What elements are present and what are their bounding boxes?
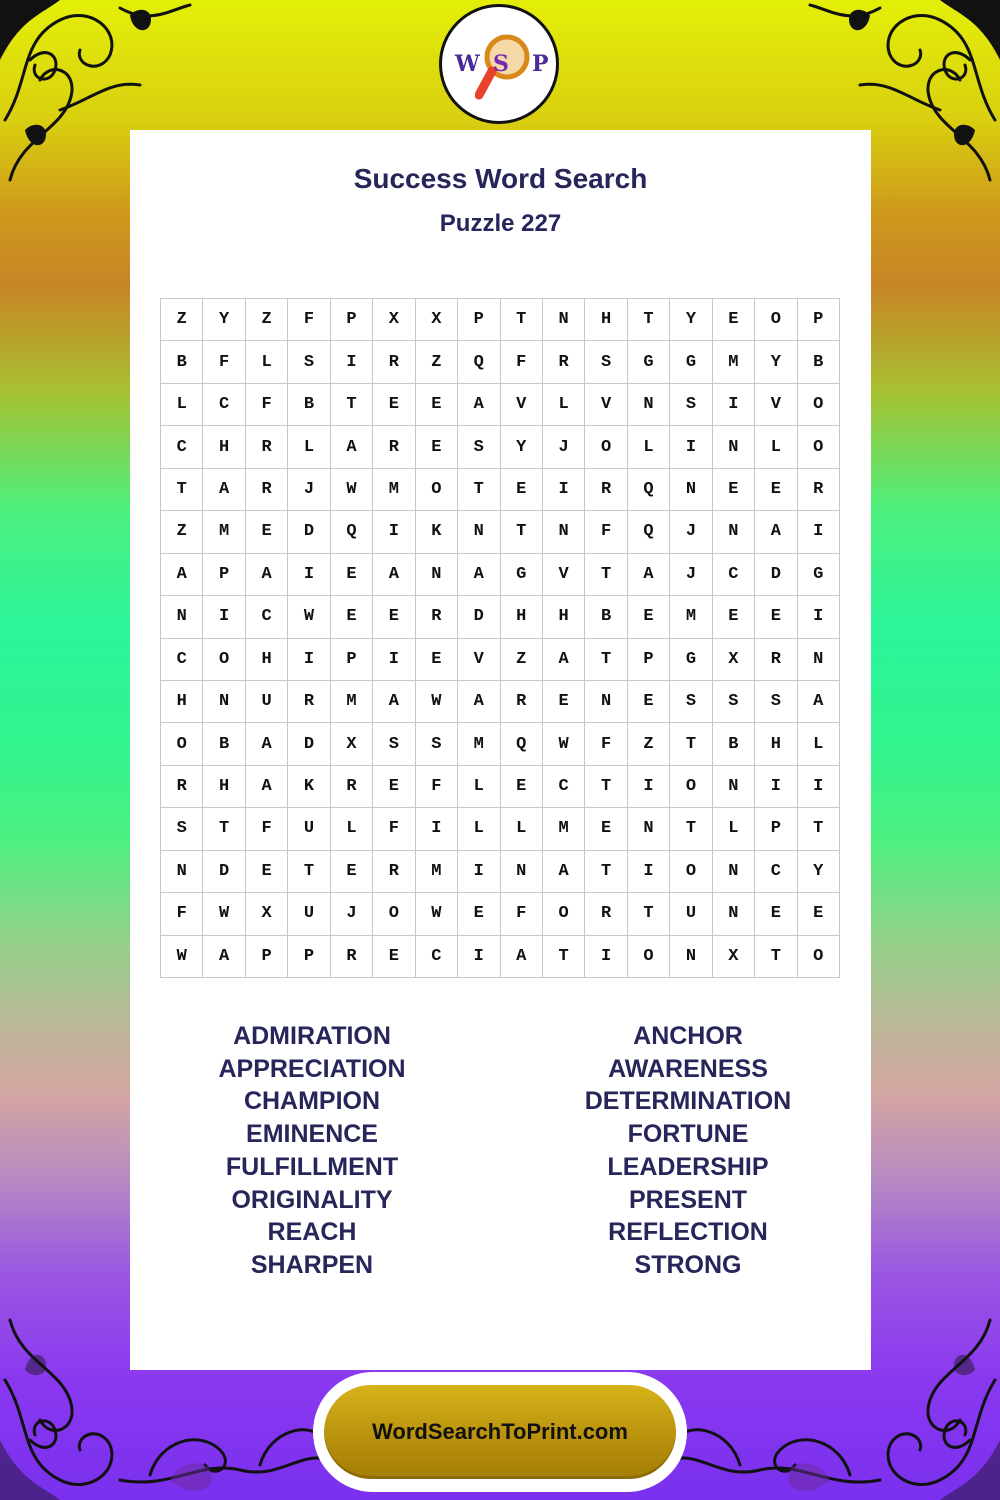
grid-cell[interactable]: Z (628, 723, 670, 765)
grid-cell[interactable]: W (203, 893, 245, 935)
grid-cell[interactable]: S (458, 426, 500, 468)
grid-cell[interactable]: E (373, 766, 415, 808)
grid-cell[interactable]: I (373, 511, 415, 553)
grid-cell[interactable]: R (331, 766, 373, 808)
grid-cell[interactable]: U (246, 681, 288, 723)
grid-cell[interactable]: C (203, 384, 245, 426)
grid-cell[interactable]: F (246, 384, 288, 426)
grid-cell[interactable]: R (331, 936, 373, 978)
grid-cell[interactable]: J (670, 511, 712, 553)
grid-cell[interactable]: T (628, 299, 670, 341)
grid-cell[interactable]: A (331, 426, 373, 468)
grid-cell[interactable]: L (288, 426, 330, 468)
word-list-right (538, 1020, 838, 1282)
grid-cell[interactable]: B (798, 341, 840, 383)
grid-cell[interactable]: L (501, 808, 543, 850)
grid-cell[interactable]: B (585, 596, 627, 638)
grid-cell[interactable]: S (373, 723, 415, 765)
word-list-item: PRESENT (628, 1185, 748, 1214)
grid-cell[interactable]: Q (458, 341, 500, 383)
grid-cell[interactable]: A (203, 936, 245, 978)
grid-cell[interactable]: Z (161, 299, 203, 341)
grid-cell[interactable]: E (331, 596, 373, 638)
grid-cell[interactable]: E (755, 893, 797, 935)
grid-cell[interactable]: A (458, 384, 500, 426)
grid-cell[interactable]: N (458, 511, 500, 553)
grid-cell[interactable]: I (585, 936, 627, 978)
grid-cell[interactable]: F (373, 808, 415, 850)
grid-cell[interactable]: Y (798, 851, 840, 893)
grid-cell[interactable]: E (713, 469, 755, 511)
grid-cell[interactable]: Q (628, 469, 670, 511)
grid-cell[interactable]: R (246, 426, 288, 468)
grid-cell[interactable]: E (628, 681, 670, 723)
grid-cell[interactable]: V (585, 384, 627, 426)
grid-cell[interactable]: A (246, 554, 288, 596)
grid-cell[interactable]: H (246, 639, 288, 681)
grid-cell[interactable]: F (288, 299, 330, 341)
word-list-item: REFLECTION (608, 1218, 768, 1247)
grid-cell[interactable]: J (331, 893, 373, 935)
grid-cell[interactable]: L (628, 426, 670, 468)
grid-cell[interactable]: C (161, 639, 203, 681)
grid-cell[interactable]: L (713, 808, 755, 850)
grid-cell[interactable]: I (288, 639, 330, 681)
grid-cell[interactable]: G (798, 554, 840, 596)
grid-cell[interactable]: E (331, 851, 373, 893)
grid-cell[interactable]: M (543, 808, 585, 850)
grid-cell[interactable]: G (628, 341, 670, 383)
grid-cell[interactable]: O (416, 469, 458, 511)
grid-cell[interactable]: N (713, 511, 755, 553)
grid-cell[interactable]: E (416, 384, 458, 426)
grid-cell[interactable]: Z (501, 639, 543, 681)
grid-cell[interactable]: H (501, 596, 543, 638)
grid-cell[interactable]: V (543, 554, 585, 596)
letter-grid[interactable] (160, 298, 840, 978)
grid-cell[interactable]: K (416, 511, 458, 553)
grid-cell[interactable]: I (798, 596, 840, 638)
grid-cell[interactable]: O (628, 936, 670, 978)
grid-cell[interactable]: E (755, 596, 797, 638)
grid-cell[interactable]: N (161, 851, 203, 893)
grid-cell[interactable]: R (416, 596, 458, 638)
grid-cell[interactable]: T (670, 723, 712, 765)
grid-cell[interactable]: Y (670, 299, 712, 341)
grid-cell[interactable]: A (246, 766, 288, 808)
scroll-ornament-icon (660, 1370, 890, 1500)
grid-cell[interactable]: S (755, 681, 797, 723)
grid-cell[interactable]: A (203, 469, 245, 511)
grid-cell[interactable]: A (628, 554, 670, 596)
grid-cell[interactable]: Y (755, 341, 797, 383)
grid-cell[interactable]: T (203, 808, 245, 850)
grid-cell[interactable]: W (543, 723, 585, 765)
site-logo[interactable] (439, 4, 559, 124)
grid-cell[interactable]: N (416, 554, 458, 596)
grid-cell[interactable]: L (755, 426, 797, 468)
grid-cell[interactable]: V (458, 639, 500, 681)
word-list-item: SHARPEN (250, 1250, 374, 1279)
word-list-item: ANCHOR (633, 1022, 743, 1050)
grid-cell[interactable]: P (288, 936, 330, 978)
grid-cell[interactable]: C (246, 596, 288, 638)
grid-cell[interactable]: D (458, 596, 500, 638)
grid-cell[interactable]: B (288, 384, 330, 426)
grid-cell[interactable]: P (331, 639, 373, 681)
grid-cell[interactable]: O (670, 766, 712, 808)
grid-cell[interactable]: S (288, 341, 330, 383)
grid-cell[interactable]: U (670, 893, 712, 935)
grid-cell[interactable]: I (670, 426, 712, 468)
grid-cell[interactable]: C (543, 766, 585, 808)
grid-cell[interactable]: W (331, 469, 373, 511)
grid-cell[interactable]: C (755, 851, 797, 893)
grid-cell[interactable]: O (798, 936, 840, 978)
grid-cell[interactable]: E (713, 596, 755, 638)
grid-cell[interactable]: E (331, 554, 373, 596)
grid-cell[interactable]: W (416, 893, 458, 935)
grid-cell[interactable]: N (161, 596, 203, 638)
grid-cell[interactable]: I (373, 639, 415, 681)
grid-cell[interactable]: O (161, 723, 203, 765)
grid-cell[interactable]: I (331, 341, 373, 383)
grid-cell[interactable]: I (628, 851, 670, 893)
grid-cell[interactable]: P (755, 808, 797, 850)
grid-cell[interactable]: P (798, 299, 840, 341)
word-list-item: EMINENCE (246, 1120, 378, 1149)
grid-cell[interactable]: I (458, 851, 500, 893)
grid-cell[interactable]: S (670, 681, 712, 723)
grid-cell[interactable]: A (543, 851, 585, 893)
grid-cell[interactable]: K (288, 766, 330, 808)
grid-cell[interactable]: I (798, 766, 840, 808)
puzzle-number: Puzzle 227 (439, 210, 562, 237)
grid-cell[interactable]: T (331, 384, 373, 426)
grid-cell[interactable]: T (670, 808, 712, 850)
grid-cell[interactable]: E (246, 511, 288, 553)
grid-cell[interactable]: B (203, 723, 245, 765)
word-list-item: STRONG (634, 1250, 742, 1279)
word-list-item: ORIGINALITY (231, 1185, 393, 1214)
grid-cell[interactable]: X (331, 723, 373, 765)
grid-cell[interactable]: E (373, 936, 415, 978)
grid-cell[interactable]: F (501, 893, 543, 935)
grid-cell[interactable]: T (628, 893, 670, 935)
grid-cell[interactable]: L (543, 384, 585, 426)
grid-cell[interactable]: E (713, 299, 755, 341)
grid-cell[interactable]: N (628, 808, 670, 850)
grid-cell[interactable]: X (416, 299, 458, 341)
grid-cell[interactable]: X (713, 639, 755, 681)
grid-cell[interactable]: G (670, 639, 712, 681)
grid-cell[interactable]: N (713, 766, 755, 808)
grid-cell[interactable]: S (585, 341, 627, 383)
grid-cell[interactable]: A (373, 554, 415, 596)
grid-cell[interactable]: N (203, 681, 245, 723)
grid-cell[interactable]: G (501, 554, 543, 596)
grid-cell[interactable]: P (458, 299, 500, 341)
grid-cell[interactable]: R (755, 639, 797, 681)
grid-cell[interactable]: E (798, 893, 840, 935)
grid-cell[interactable]: T (585, 554, 627, 596)
grid-cell[interactable]: N (543, 299, 585, 341)
grid-cell[interactable]: I (416, 808, 458, 850)
grid-cell[interactable]: A (161, 554, 203, 596)
grid-cell[interactable]: N (670, 469, 712, 511)
grid-cell[interactable]: F (246, 808, 288, 850)
grid-cell[interactable]: C (713, 554, 755, 596)
grid-cell[interactable]: M (458, 723, 500, 765)
grid-cell[interactable]: E (458, 893, 500, 935)
grid-cell[interactable]: L (798, 723, 840, 765)
grid-cell[interactable]: O (670, 851, 712, 893)
word-list-item: REACH (267, 1218, 357, 1247)
grid-cell[interactable]: H (161, 681, 203, 723)
grid-cell[interactable]: J (670, 554, 712, 596)
grid-cell[interactable]: R (798, 469, 840, 511)
grid-cell[interactable]: D (288, 723, 330, 765)
grid-cell[interactable]: D (755, 554, 797, 596)
grid-cell[interactable]: O (798, 426, 840, 468)
grid-cell[interactable]: A (458, 554, 500, 596)
grid-cell[interactable]: F (161, 893, 203, 935)
grid-cell[interactable]: A (501, 936, 543, 978)
word-list-left (162, 1020, 462, 1282)
grid-cell[interactable]: R (543, 341, 585, 383)
grid-cell[interactable]: L (458, 808, 500, 850)
grid-cell[interactable]: P (331, 299, 373, 341)
grid-cell[interactable]: O (203, 639, 245, 681)
grid-cell[interactable]: L (246, 341, 288, 383)
grid-cell[interactable]: T (543, 936, 585, 978)
grid-cell[interactable]: O (755, 299, 797, 341)
grid-cell[interactable]: S (713, 681, 755, 723)
grid-cell[interactable]: F (585, 723, 627, 765)
grid-cell[interactable]: M (331, 681, 373, 723)
word-list-item: AWARENESS (608, 1054, 768, 1083)
grid-cell[interactable]: L (331, 808, 373, 850)
grid-cell[interactable]: R (246, 469, 288, 511)
grid-cell[interactable]: N (713, 851, 755, 893)
grid-cell[interactable]: O (373, 893, 415, 935)
grid-cell[interactable]: W (288, 596, 330, 638)
grid-cell[interactable]: S (161, 808, 203, 850)
grid-cell[interactable]: M (416, 851, 458, 893)
word-list-item: FORTUNE (627, 1120, 749, 1149)
grid-cell[interactable]: Y (501, 426, 543, 468)
grid-cell[interactable]: P (203, 554, 245, 596)
grid-cell[interactable]: N (543, 511, 585, 553)
grid-cell[interactable]: C (161, 426, 203, 468)
grid-cell[interactable]: T (585, 766, 627, 808)
word-list-item: DETERMINATION (584, 1087, 792, 1116)
grid-cell[interactable]: E (755, 469, 797, 511)
grid-cell[interactable]: A (373, 681, 415, 723)
grid-cell[interactable]: N (798, 639, 840, 681)
grid-cell[interactable]: F (585, 511, 627, 553)
grid-cell[interactable]: C (416, 936, 458, 978)
grid-cell[interactable]: D (203, 851, 245, 893)
logo-letter: P (532, 51, 549, 77)
grid-cell[interactable]: D (288, 511, 330, 553)
grid-cell[interactable]: Z (416, 341, 458, 383)
grid-cell[interactable]: X (713, 936, 755, 978)
grid-cell[interactable]: E (416, 639, 458, 681)
word-list-item: APPRECIATION (218, 1054, 406, 1083)
grid-cell[interactable]: I (203, 596, 245, 638)
grid-cell[interactable]: X (246, 893, 288, 935)
grid-cell[interactable]: E (585, 808, 627, 850)
grid-cell[interactable]: X (373, 299, 415, 341)
word-list-item: CHAMPION (243, 1087, 381, 1116)
grid-cell[interactable]: O (585, 426, 627, 468)
grid-cell[interactable]: H (543, 596, 585, 638)
grid-cell[interactable]: I (713, 384, 755, 426)
grid-cell[interactable]: B (713, 723, 755, 765)
grid-cell[interactable]: E (246, 851, 288, 893)
logo-letter: W (455, 51, 480, 77)
grid-cell[interactable]: T (501, 299, 543, 341)
grid-cell[interactable]: A (543, 639, 585, 681)
grid-cell[interactable]: I (628, 766, 670, 808)
grid-cell[interactable]: W (416, 681, 458, 723)
grid-cell[interactable]: Y (203, 299, 245, 341)
grid-cell[interactable]: B (161, 341, 203, 383)
grid-cell[interactable]: N (585, 681, 627, 723)
grid-cell[interactable]: T (458, 469, 500, 511)
grid-cell[interactable]: A (798, 681, 840, 723)
grid-cell[interactable]: P (246, 936, 288, 978)
grid-cell[interactable]: V (501, 384, 543, 426)
grid-cell[interactable]: S (416, 723, 458, 765)
grid-cell[interactable]: L (161, 384, 203, 426)
grid-cell[interactable]: I (458, 936, 500, 978)
grid-cell[interactable]: E (373, 384, 415, 426)
word-list-item: LEADERSHIP (607, 1152, 769, 1181)
grid-cell[interactable]: I (755, 766, 797, 808)
website-label: WordSearchToPrint.com (372, 1419, 628, 1444)
grid-cell[interactable]: I (798, 511, 840, 553)
grid-cell[interactable]: O (543, 893, 585, 935)
grid-cell[interactable]: T (755, 936, 797, 978)
grid-cell[interactable]: A (755, 511, 797, 553)
grid-cell[interactable]: T (585, 639, 627, 681)
grid-cell[interactable]: M (203, 511, 245, 553)
grid-cell[interactable]: F (416, 766, 458, 808)
website-button[interactable] (324, 1385, 676, 1479)
grid-cell[interactable]: R (585, 893, 627, 935)
grid-cell[interactable]: A (246, 723, 288, 765)
grid-cell[interactable]: W (161, 936, 203, 978)
grid-cell[interactable]: N (628, 384, 670, 426)
logo-letter: S (493, 51, 509, 77)
grid-cell[interactable]: T (798, 808, 840, 850)
grid-cell[interactable]: Z (246, 299, 288, 341)
grid-cell[interactable]: E (628, 596, 670, 638)
grid-cell[interactable]: T (161, 469, 203, 511)
grid-cell[interactable]: R (161, 766, 203, 808)
grid-cell[interactable]: F (501, 341, 543, 383)
grid-cell[interactable]: E (501, 766, 543, 808)
grid-cell[interactable]: N (501, 851, 543, 893)
grid-cell[interactable]: R (373, 851, 415, 893)
grid-cell[interactable]: I (288, 554, 330, 596)
grid-cell[interactable]: R (288, 681, 330, 723)
grid-cell[interactable]: E (373, 596, 415, 638)
grid-cell[interactable]: T (501, 511, 543, 553)
grid-cell[interactable]: M (713, 341, 755, 383)
page-title: Success Word Search (353, 163, 648, 194)
grid-cell[interactable]: H (203, 766, 245, 808)
grid-cell[interactable]: M (670, 596, 712, 638)
scroll-ornament-icon (110, 1370, 340, 1500)
grid-cell[interactable]: L (458, 766, 500, 808)
grid-cell[interactable]: J (543, 426, 585, 468)
grid-cell[interactable]: T (585, 851, 627, 893)
grid-cell[interactable]: N (713, 426, 755, 468)
grid-cell[interactable]: H (203, 426, 245, 468)
grid-cell[interactable]: Z (161, 511, 203, 553)
grid-cell[interactable]: F (203, 341, 245, 383)
grid-cell[interactable]: R (585, 469, 627, 511)
grid-cell[interactable]: Q (501, 723, 543, 765)
word-list-item: ADMIRATION (233, 1022, 391, 1050)
grid-cell[interactable]: U (288, 893, 330, 935)
grid-cell[interactable]: Q (331, 511, 373, 553)
grid-cell[interactable]: R (373, 426, 415, 468)
grid-cell[interactable]: O (798, 384, 840, 426)
grid-cell[interactable]: R (501, 681, 543, 723)
grid-cell[interactable]: H (585, 299, 627, 341)
grid-cell[interactable]: G (670, 341, 712, 383)
grid-cell[interactable]: N (713, 893, 755, 935)
grid-cell[interactable]: U (288, 808, 330, 850)
grid-cell[interactable]: S (670, 384, 712, 426)
word-list-item: FULFILLMENT (225, 1152, 399, 1181)
grid-cell[interactable]: E (543, 681, 585, 723)
grid-cell[interactable]: M (373, 469, 415, 511)
grid-cell[interactable]: P (628, 639, 670, 681)
grid-cell[interactable]: E (416, 426, 458, 468)
grid-cell[interactable]: Q (628, 511, 670, 553)
grid-cell[interactable]: V (755, 384, 797, 426)
grid-cell[interactable]: E (501, 469, 543, 511)
grid-cell[interactable]: I (543, 469, 585, 511)
grid-cell[interactable]: H (755, 723, 797, 765)
grid-cell[interactable]: R (373, 341, 415, 383)
grid-cell[interactable]: A (458, 681, 500, 723)
grid-cell[interactable]: T (288, 851, 330, 893)
grid-cell[interactable]: N (670, 936, 712, 978)
grid-cell[interactable]: J (288, 469, 330, 511)
